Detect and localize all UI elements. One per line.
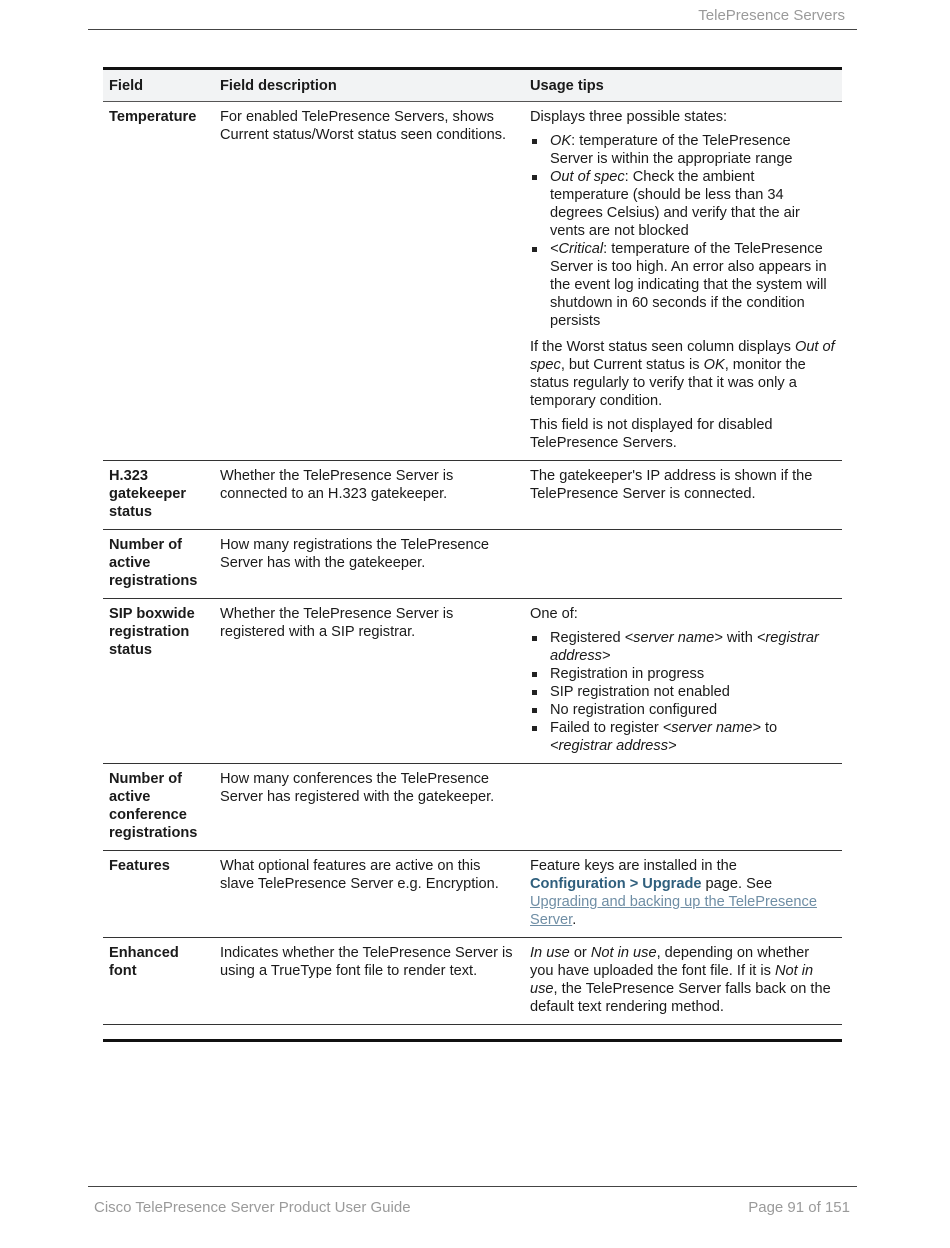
usage-tips (524, 599, 842, 764)
page-header-title: TelePresence Servers (698, 7, 845, 24)
table-row-active-registrations (103, 530, 842, 599)
status-fields-table (103, 67, 842, 1042)
table-row-h323-gatekeeper-status (103, 461, 842, 530)
field-description: Indicates whether the TelePresence Server is using a TrueType font file to render text. (214, 938, 524, 1025)
table-row-features (103, 851, 842, 938)
list-item: Registered <server name> with <registrar address> (530, 629, 836, 665)
field-name: Temperature (103, 102, 214, 461)
bullet-icon (532, 708, 537, 713)
list-item: <Critical: temperature of the TelePresence Server is too high. An error also appears in the event log indicating that the system will shutdown in 60 seconds if the condition persists (530, 240, 836, 330)
ui-reference-configuration-upgrade: Configuration > Upgrade (530, 876, 702, 892)
usage-tips: The gatekeeper's IP address is shown if the TelePresence Server is connected. (524, 461, 842, 530)
field-description: Whether the TelePresence Server is connected to an H.323 gatekeeper. (214, 461, 524, 530)
usage-tips (524, 102, 842, 461)
field-name: SIP boxwide registration status (103, 599, 214, 764)
footer-page-number: Page 91 of 151 (748, 1199, 850, 1216)
state-list (530, 132, 836, 330)
usage-tips: Feature keys are installed in the Configuration > Upgrade page. See Upgrading and backing up the TelePresence Server. (524, 851, 842, 938)
header-divider (88, 29, 857, 30)
bullet-icon (532, 247, 537, 252)
table-end-spacer (103, 1025, 842, 1041)
usage-tips: In use or Not in use, depending on whether you have uploaded the font file. If it is Not in use, the TelePresence Server falls back on the default text rendering method. (524, 938, 842, 1025)
bullet-icon (532, 672, 537, 677)
bullet-icon (532, 175, 537, 180)
field-description: How many conferences the TelePresence Server has registered with the gatekeeper. (214, 764, 524, 851)
bullet-icon (532, 726, 537, 731)
usage-tips (524, 764, 842, 851)
field-description: What optional features are active on this slave TelePresence Server e.g. Encryption. (214, 851, 524, 938)
bullet-icon (532, 690, 537, 695)
table-end-rule (103, 1025, 842, 1041)
tips-note: If the Worst status seen column displays Out of spec, but Current status is OK, monitor the status regularly to verify that it was only a temporary condition. (530, 339, 835, 409)
field-name: Features (103, 851, 214, 938)
list-item: Failed to register <server name> to <registrar address> (530, 719, 836, 755)
table-row-conference-registrations (103, 764, 842, 851)
column-header-field: Field (103, 69, 214, 102)
column-header-description: Field description (214, 69, 524, 102)
field-name: Number of active conference registrations (103, 764, 214, 851)
column-header-usage-tips: Usage tips (524, 69, 842, 102)
table-header-row (103, 69, 842, 102)
tips-note: This field is not displayed for disabled TelePresence Servers. (530, 417, 773, 451)
field-name: H.323 gatekeeper status (103, 461, 214, 530)
field-description: Whether the TelePresence Server is registered with a SIP registrar. (214, 599, 524, 764)
table-row-enhanced-font (103, 938, 842, 1025)
status-list (530, 629, 836, 755)
table-row-sip-registration-status (103, 599, 842, 764)
tips-intro: Displays three possible states: (530, 109, 728, 125)
list-item: OK: temperature of the TelePresence Server is within the appropriate range (530, 132, 836, 168)
list-item: SIP registration not enabled (530, 683, 836, 701)
footer-divider (88, 1186, 857, 1187)
list-item: Out of spec: Check the ambient temperature (should be less than 34 degrees Celsius) and verify that the air vents are not blocked (530, 168, 836, 240)
footer-guide-title: Cisco TelePresence Server Product User Guide (94, 1199, 411, 1216)
upgrading-link[interactable]: Upgrading and backing up the TelePresence Server (530, 894, 817, 928)
bullet-icon (532, 139, 537, 144)
table-row-temperature (103, 102, 842, 461)
status-fields-table-container (103, 67, 842, 1042)
tips-intro: One of: (530, 606, 578, 622)
list-item: No registration configured (530, 701, 836, 719)
field-name: Enhanced font (103, 938, 214, 1025)
usage-tips (524, 530, 842, 599)
field-description: How many registrations the TelePresence Server has with the gatekeeper. (214, 530, 524, 599)
list-item: Registration in progress (530, 665, 836, 683)
field-name: Number of active registrations (103, 530, 214, 599)
bullet-icon (532, 636, 537, 641)
field-description: For enabled TelePresence Servers, shows Current status/Worst status seen conditions. (214, 102, 524, 461)
